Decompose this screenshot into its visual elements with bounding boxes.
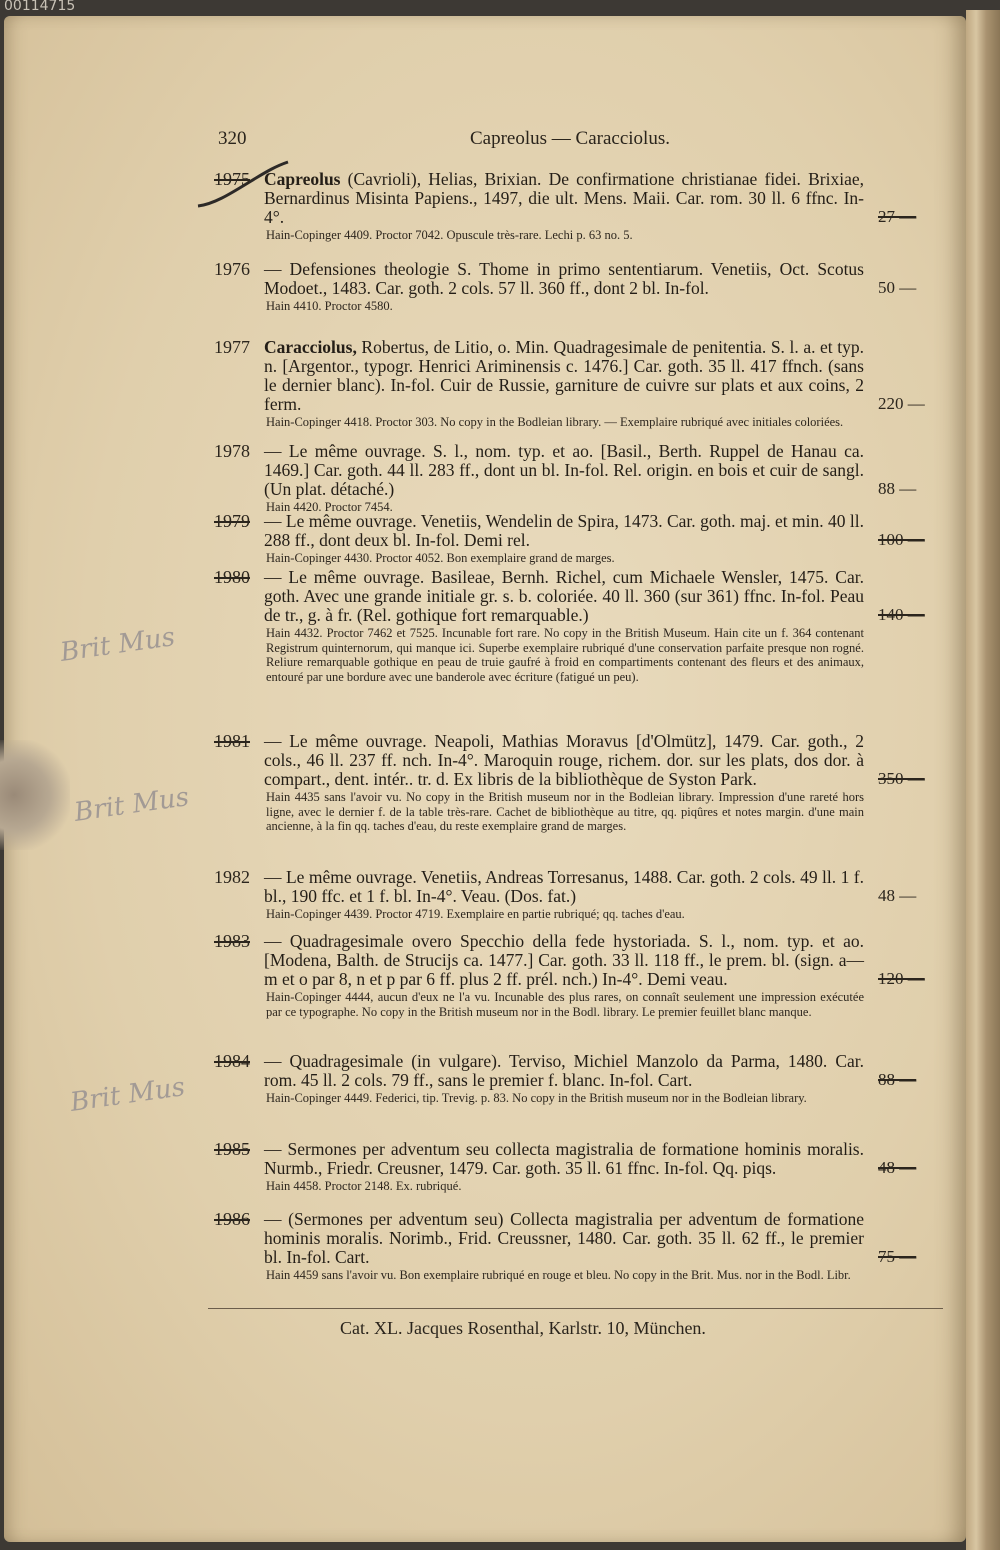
entry-price: 140 —: [878, 605, 925, 624]
entry-price: 50 —: [878, 278, 917, 297]
entry-text: (Cavrioli), Helias, Brixian. De confirmatione christianae fidei. Brixiae, Bernardinus Misinta Papiens., 1497, die ult. Mens. Maii. Car. rom. 30 ll. 6 ffnc. In-4°.: [264, 169, 864, 227]
running-title: Capreolus — Caracciolus.: [470, 128, 670, 149]
entry-note: Hain 4420. Proctor 7454.: [266, 500, 393, 514]
entry-description: [264, 868, 864, 922]
entry-note: Hain-Copinger 4449. Federici, tip. Trevig. p. 83. No copy in the British museum nor in the Bodleian library.: [266, 1091, 807, 1105]
entry-text: — (Sermones per adventum seu) Collecta magistralia per adventum de formatione hominis moralis. Norimb., Frid. Creussner, 1480. Car. goth. 35 ll. 62 ff., le premier bl. In-fol. Cart.: [264, 1209, 864, 1267]
entry-text: — Le même ouvrage. Basileae, Bernh. Richel, cum Michaele Wensler, 1475. Car. goth. Avec une grande initiale gr. s. b. coloriée. 40 ll. 360 (sur 361) ffnc. In-fol. Peau de tr., g. à fr. (Rel. gothique fort remarquable.): [264, 567, 864, 625]
entry-text: — Le même ouvrage. Neapoli, Mathias Moravus [d'Olmütz], 1479. Car. goth., 2 cols., 46 ll. 237 ff. nch. In-4°. Maroquin rouge, richem. dor. sur les plats, dos dor. à compart., dent. intér.. tr. d. Ex libris de la bibliothèque de Syston Park.: [264, 731, 864, 789]
margin-note-2: Brit Mus: [72, 782, 191, 828]
entry-number: 1977: [214, 337, 250, 357]
footer-rule: [208, 1308, 943, 1309]
corner-label: 00114715: [4, 0, 76, 14]
entry-description: [264, 512, 864, 566]
bookmark-tab: [0, 740, 70, 850]
entry-note: Hain-Copinger 4444, aucun d'eux ne l'a vu. Incunable des plus rares, on connaît seulement une impression exécutée par ce typographe. No copy in the British museum nor in the Bodl. library. Le premier feuillet blanc manque.: [266, 990, 864, 1019]
entry-price: 88 —: [878, 1070, 917, 1089]
entry-price: 120 —: [878, 969, 925, 988]
page-header: [218, 128, 860, 154]
entry-note: Hain 4458. Proctor 2148. Ex. rubriqué.: [266, 1179, 462, 1193]
entry-description: [264, 338, 864, 430]
margin-note-3: Brit Mus: [68, 1072, 187, 1118]
entry-number: 1986: [214, 1209, 250, 1229]
entry-description: [264, 1052, 864, 1106]
entry-price: 48 —: [878, 1158, 917, 1177]
entry-text: — Le même ouvrage. Venetiis, Wendelin de Spira, 1473. Car. goth. maj. et min. 40 ll. 288 ff., dont deux bl. In-fol. Demi rel.: [264, 511, 864, 550]
entry-number: 1982: [214, 867, 250, 887]
entry-text: Robertus, de Litio, o. Min. Quadragesimale de penitentia. S. l. a. et typ. n. [Argentor., typogr. Henrici Ariminensis c. 1476.] Car. goth. 35 ll. 417 ffnch. (sans le dernier blanc). In-fol. Cuir de Russie, garniture de cuivre sur plats et aux coins, 2 ferm.: [264, 337, 864, 414]
entry-note: Hain-Copinger 4418. Proctor 303. No copy in the Bodleian library. — Exemplaire rubriqué avec initiales coloriées.: [266, 415, 844, 429]
entry-author: Capreolus: [264, 169, 341, 189]
entry-author: Caracciolus,: [264, 337, 357, 357]
entry-number: 1980: [214, 567, 250, 587]
entry-note: Hain 4432. Proctor 7462 et 7525. Incunable fort rare. No copy in the British Museum. Hain cite un f. 364 contenant Registrum quinternorum, qui manque ici. Superbe exemplaire rubriqué d'une conservation parfaite presque non rogné. Reliure remarquable gothique en peau de truie gaufré à froid en compartiments contenant des fleurs et des animaux, entouré par une bordure avec une banderole avec écriture (fatigué un peu).: [266, 626, 864, 684]
entry-price: 100 —: [878, 530, 925, 549]
entry-note: Hain 4459 sans l'avoir vu. Bon exemplaire rubriqué en rouge et bleu. No copy in the Brit. Mus. nor in the Bodl. Libr.: [266, 1268, 851, 1282]
entry-price: 48 —: [878, 886, 917, 905]
entry-number: 1975: [214, 169, 250, 189]
entry-price: 350 —: [878, 769, 925, 788]
entry-description: [264, 170, 864, 243]
entry-number: 1979: [214, 511, 250, 531]
entry-price: 88 —: [878, 479, 917, 498]
entry-text: — Quadragesimale overo Specchio della fede hystoriada. S. l., nom. typ. et ao. [Modena, Balth. de Strucijs ca. 1477.] Car. goth. 33 ll. 118 ff., le prem. bl. (sign. a—m et o par 8, n et p par 6 ff. plus 2 ff. prél. nch.) In-4°. Demi veau.: [264, 931, 864, 989]
entry-description: [264, 1210, 864, 1283]
entry-description: [264, 732, 864, 834]
entry-note: Hain-Copinger 4409. Proctor 7042. Opuscule très-rare. Lechi p. 63 no. 5.: [266, 228, 633, 242]
entry-price: 220 —: [878, 394, 925, 413]
page-footer: Cat. XL. Jacques Rosenthal, Karlstr. 10, München.: [340, 1318, 706, 1338]
entry-text: — Defensiones theologie S. Thome in primo sententiarum. Venetiis, Oct. Scotus Modoet., 1483. Car. goth. 2 cols. 57 ll. 360 ff., dont 2 bl. In-fol.: [264, 259, 864, 298]
entry-description: [264, 260, 864, 314]
entry-description: [264, 932, 864, 1019]
entry-number: 1978: [214, 441, 250, 461]
entry-number: 1985: [214, 1139, 250, 1159]
entry-text: — Quadragesimale (in vulgare). Terviso, Michiel Manzolo da Parma, 1480. Car. rom. 45 ll. 2 cols. 79 ff., sans le premier f. blanc. In-fol. Cart.: [264, 1051, 864, 1090]
entry-text: — Le même ouvrage. S. l., nom. typ. et ao. [Basil., Berth. Ruppel de Hanau ca. 1469.] Car. goth. 44 ll. 283 ff., dont un bl. In-fol. Rel. origin. en bois et cuir de sangl. (Un plat. détaché.): [264, 441, 864, 499]
entry-text: — Le même ouvrage. Venetiis, Andreas Torresanus, 1488. Car. goth. 2 cols. 49 ll. 1 f. bl., 190 ffc. et 1 f. bl. In-4°. Veau. (Dos. fat.): [264, 867, 864, 906]
page-number: 320: [218, 128, 247, 149]
entry-description: [264, 568, 864, 684]
entry-number: 1984: [214, 1051, 250, 1071]
entry-price: 75 —: [878, 1247, 917, 1266]
entry-description: [264, 1140, 864, 1194]
entry-note: Hain-Copinger 4439. Proctor 4719. Exemplaire en partie rubriqué; qq. taches d'eau.: [266, 907, 685, 921]
entry-number: 1976: [214, 259, 250, 279]
page-edge: [966, 10, 1000, 1550]
entry-note: Hain 4410. Proctor 4580.: [266, 299, 393, 313]
entry-price: 27 —: [878, 207, 917, 226]
entry-note: Hain-Copinger 4430. Proctor 4052. Bon exemplaire grand de marges.: [266, 551, 615, 565]
entry-description: [264, 442, 864, 515]
entry-note: Hain 4435 sans l'avoir vu. No copy in the British museum nor in the Bodleian library. Impression d'une rareté hors ligne, avec le dernier f. de la table très-rare. Cachet de bibliothèque au titre, qq. piqûres et notes margin. d'une main ancienne, à la fin qq. taches d'eau, du reste exemplaire grand de marges.: [266, 790, 864, 833]
entry-number: 1983: [214, 931, 250, 951]
margin-note-1: Brit Mus: [58, 622, 177, 668]
entry-number: 1981: [214, 731, 250, 751]
entry-text: — Sermones per adventum seu collecta magistralia de formatione hominis moralis. Nurmb., Friedr. Creusner, 1479. Car. goth. 35 ll. 61 ffnc. In-fol. Qq. piqs.: [264, 1139, 864, 1178]
